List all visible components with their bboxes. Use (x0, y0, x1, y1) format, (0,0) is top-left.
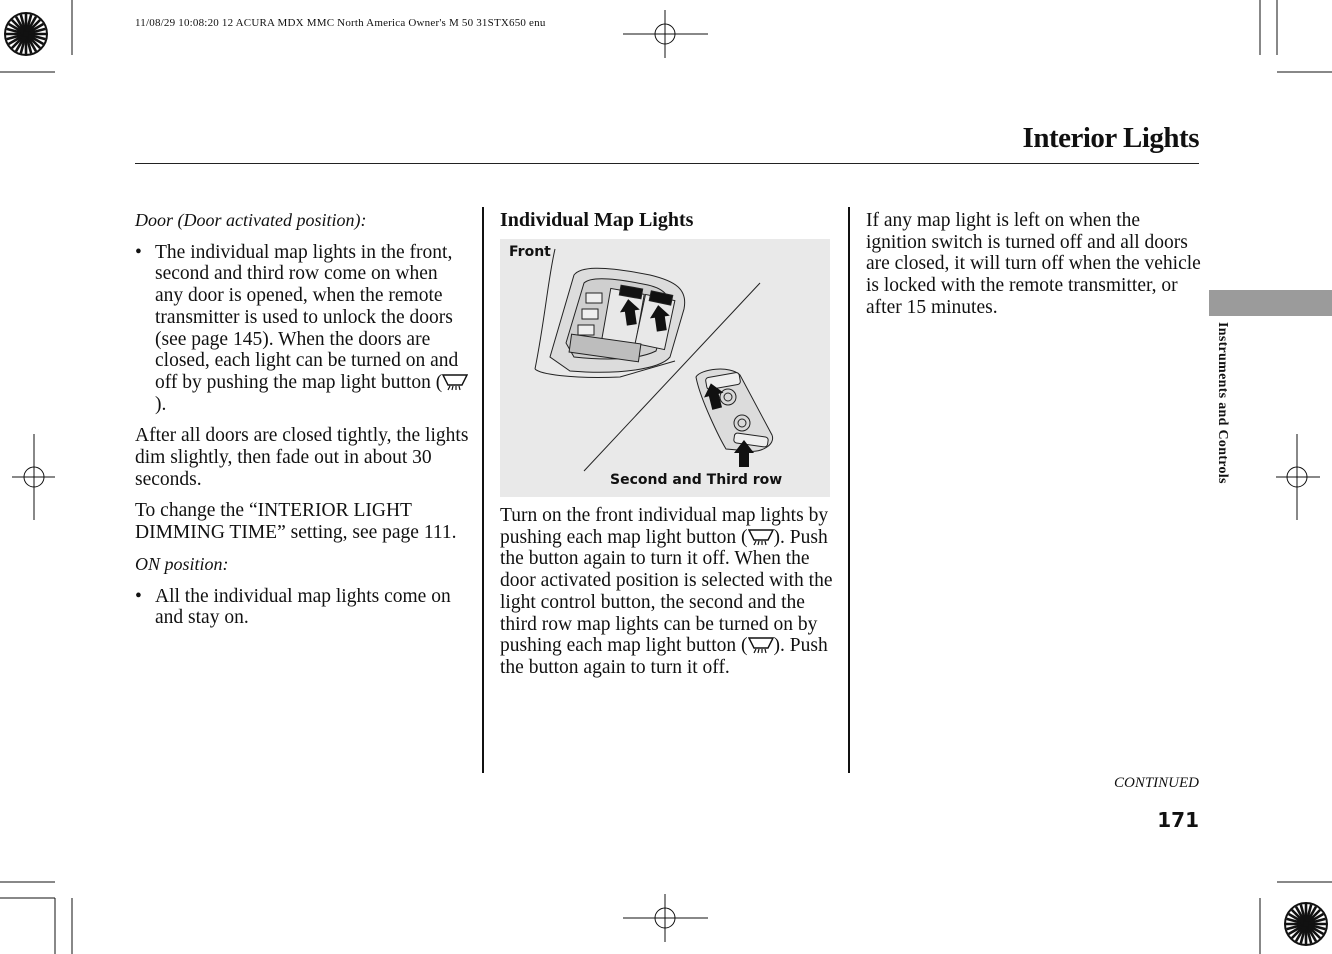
column-divider (848, 207, 850, 773)
page-title: Interior Lights (1022, 122, 1199, 154)
figure-label-front: Front (509, 244, 551, 260)
list-item (135, 242, 470, 416)
column-divider (482, 207, 484, 773)
map-light-button-icon (748, 528, 774, 546)
map-lights-illustration (500, 239, 830, 497)
page-number: 171 (1157, 808, 1199, 832)
map-lights-text-3: ). Push the button again to turn it off. (500, 635, 828, 678)
bullet: • (135, 241, 142, 263)
bullet: • (135, 585, 142, 607)
continued-label: CONTINUED (1113, 775, 1199, 791)
figure-label-second-third-row: Second and Third row (610, 472, 783, 488)
section-heading: Individual Map Lights (500, 209, 694, 231)
section-tab-label: Instruments and Controls (1215, 322, 1230, 484)
list-item (135, 586, 470, 629)
auto-off-paragraph: If any map light is left on when the ignition switch is turned off and all doors are closed, it will turn off when the vehicle is locked with the remote transmitter, or after 15 minutes. (866, 210, 1201, 318)
on-position-heading: ON position: (135, 553, 229, 574)
section-tab (1209, 290, 1332, 316)
map-light-button-icon (442, 373, 468, 391)
registration-mark-icon (1282, 900, 1330, 948)
map-lights-text-2: ). Push the button again to turn it off. When the door activated position is selected with the light control button, the second and the third row map lights can be turned on by pushing each map light button ( (500, 526, 833, 657)
on-bullet-text: All the individual map lights come on and stay on. (155, 585, 451, 629)
map-light-button-icon (748, 636, 774, 654)
door-position-heading: Door (Door activated position): (135, 210, 367, 230)
map-lights-text-1: Turn on the front individual map lights by pushing each map light button ( (500, 505, 829, 548)
dim-paragraph: After all doors are closed tightly, the lights dim slightly, then fade out in about 30 seconds. (135, 425, 469, 490)
registration-mark-icon (2, 10, 50, 58)
map-lights-paragraph (500, 505, 835, 679)
door-bullet-end: ). (155, 393, 167, 415)
overhead-console-drawing (500, 239, 830, 497)
title-divider (135, 163, 1199, 164)
print-header: 11/08/29 10:08:20 12 ACURA MDX MMC North America Owner's M 50 31STX650 enu (135, 17, 546, 29)
column-left (135, 210, 470, 629)
dimming-time-paragraph: To change the “INTERIOR LIGHT DIMMING TIME” setting, see page 111. (135, 500, 457, 544)
door-bullet-text: The individual map lights in the front, second and third row come on when any door is opened, when the remote transmitter is used to unlock the doors (see page 145). When the doors are closed, each light can be turned on and off by pushing the map light button ( (155, 241, 459, 393)
